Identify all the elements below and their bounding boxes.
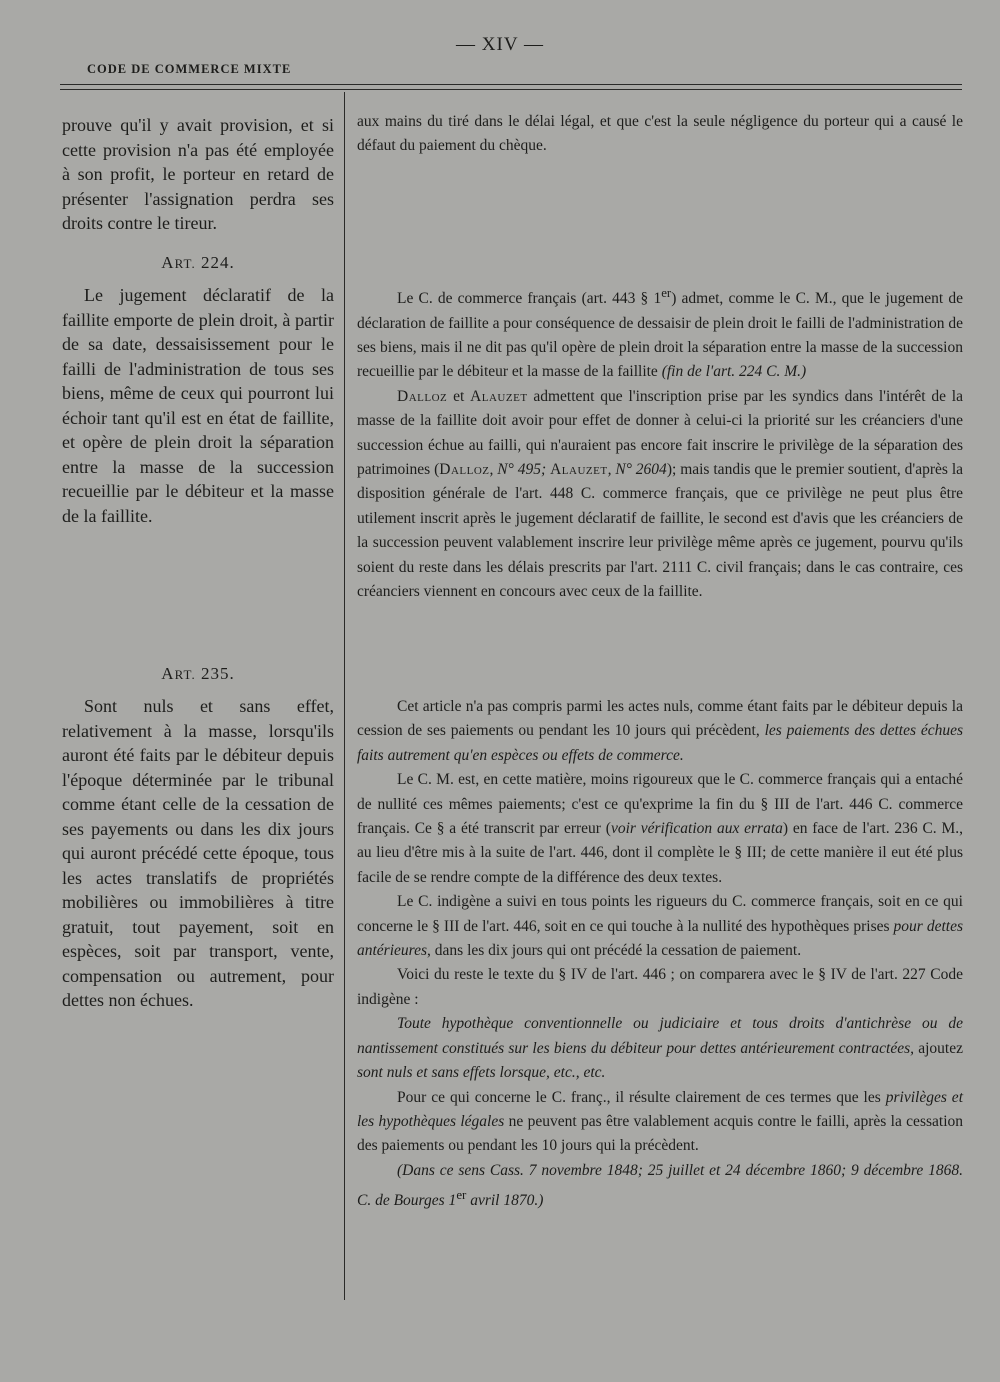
comment-224-p2-text-a: admettent que l'inscription prise par les syndics dans l'intérêt de la masse de la faillite doit avoir pour effet de donner à celui-ci la priorité sur les créanciers d'une succession échue au failli, qui n'auraient pas encore fait inscrire le privilège de la séparation des patrimoines ( <box>357 387 963 478</box>
comment-235-p5-mid: ajoutez <box>914 1039 963 1057</box>
column-divider <box>344 92 345 1300</box>
art-224-heading-prefix: A <box>161 253 175 272</box>
comment-235-p6-text-b: ne peuvent pas être valablement acquis contre le failli, après la cessation des paiements ou pendant les 10 jours qui la précèdent. <box>357 1112 963 1155</box>
comment-224-p1-text-b: ) admet, comme le C. M., que le jugement de déclaration de faillite a pour conséquence de dessaisir de plein droit le failli de l'administration de ses biens, mais il ne dit pas qu'il opère de plein droit la séparation entre la masse de la succession recueillie par le débiteur et la masse de la faillite <box>357 290 964 381</box>
art-224-heading <box>62 253 334 273</box>
author-alauzet: Alauzet <box>470 387 528 405</box>
ref-dalloz-number: , N° 495; <box>489 461 547 478</box>
comment-235-p2-text-a: Le C. M. est, en cette matière, moins rigoureux que le C. commerce français qui a entaché de nullité ces mêmes paiements; c'est ce qu'exprime la fin du § III de l'art. 446 C. commerce français. Ce § a été transcrit par erreur ( <box>357 771 963 838</box>
comment-235-paragraph-5 <box>357 1012 963 1085</box>
art-235-heading-caps: RT. <box>174 667 196 682</box>
comment-235-p2-text-b: ) en face de l'art. 236 C. M., au lieu d'être mis à la suite de l'art. 446, dont il complète le § III; de cette manière il eut été plus facile de se rendre compte de la différence des deux textes. <box>357 820 963 886</box>
comment-235-p7-italic-b: avril 1870.) <box>466 1192 544 1210</box>
art-224-text: Le jugement déclaratif de la faillite emporte de plein droit, à partir de sa date, dessaisissement pour le failli de l'administration de tous ses biens, même de ceux qui pourront lui échoir tant qu'il est en état de faillite, et opère de plein droit la séparation entre la masse de la succession recueillie par le débiteur et la masse de la faillite. <box>62 285 334 526</box>
comment-235-p5-italic-a: Toute hypothèque conventionnelle ou judiciaire et tous droits d'antichrèse ou de nantissement constitués sur les biens du débiteur pour dettes antérieurement contractées, <box>357 1015 963 1057</box>
art-224-block <box>62 283 334 528</box>
running-head: CODE DE COMMERCE MIXTE <box>87 62 292 76</box>
comment-235-p3-text-a: Le C. indigène a suivi en tous points les rigueurs du C. commerce français, soit en ce qui concerne le § III de l'art. 446, soit en ce qui touche à la nullité des hypothèques prises <box>357 893 963 935</box>
comment-235-paragraph-6 <box>357 1086 963 1159</box>
comment-224-p2-text-b: ); mais tandis que le premier soutient, d'après la disposition générale de l'art. 448 C. commerce français, que ce privilège ne peut plus être utilement inscrit après le jugement déclaratif de faillite, le second est d'avis que les créanciers de la succession peuvent valablement inscrire leur privilège même après ce jugement, pourvu qu'ils soient du reste dans les délais prescrits par l'art. 2111 C. civil français; dans le cas contraire, ces créanciers viennent en concours avec ceux de la faillite. <box>357 461 964 601</box>
comment-235-p5-italic-b: sont nuls et sans effets lorsque, etc., etc. <box>357 1064 606 1082</box>
author-dalloz: Dalloz <box>397 387 448 405</box>
art-235-heading-number: 235. <box>200 664 235 683</box>
comment-224-p1-text-a: Le C. de commerce français (art. 443 § 1 <box>397 290 662 308</box>
comment-235-paragraph-2 <box>357 768 963 890</box>
comment-235-p1-italic: les paiements des dettes échues faits autrement qu'en espèces ou effets de commerce. <box>357 722 963 764</box>
comment-235-p7-sup: er <box>456 1187 467 1203</box>
comment-235-paragraph-4: Voici du reste le texte du § IV de l'art. 446 ; on comparera avec le § IV de l'art. 227 Code indigène : <box>357 966 963 1008</box>
comment-224-paragraph-1 <box>357 281 963 385</box>
comment-235-paragraph-3 <box>357 890 963 963</box>
right-intro-block <box>357 110 963 159</box>
ref-alauzet-number: , N° 2604 <box>607 461 667 478</box>
comment-235-p3-text-b: , dans les dix jours qui ont précédé la cessation de paiement. <box>427 942 802 960</box>
art-235-text: Sont nuls et sans effet, relativement à la masse, lorsqu'ils auront été faits par le débiteur depuis l'époque déterminée par le tribunal comme étant celle de la cessation de ses payements ou dans les dix jours qui auront précédé cette époque, tous les actes translatifs de propriétés mobilières ou immobilières à titre gratuit, tout payement, soit en espèces, soit par transport, vente, compensation ou autrement, pour dettes non échues. <box>62 696 334 1010</box>
left-intro-block <box>62 113 334 236</box>
ref-dalloz-author: Dalloz <box>439 461 490 478</box>
right-intro-text: aux mains du tiré dans le délai légal, et que c'est la seule négligence du porteur qui a causé le défaut du paiement du chèque. <box>357 113 963 155</box>
comment-224-p1-italic: (fin de l'art. 224 C. M.) <box>661 363 807 381</box>
comment-224-p2-and: et <box>447 387 471 405</box>
left-intro-text: prouve qu'il y avait provision, et si cette provision n'a pas été employée à son profit, le porteur en retard de présenter l'assignation perdra ses droits contre le tireur. <box>62 115 334 233</box>
comment-224-block <box>357 281 963 604</box>
header-rule-top <box>60 84 962 85</box>
comment-235-paragraph-7 <box>357 1159 963 1214</box>
header-rule-bottom <box>60 89 962 90</box>
art-224-heading-number: 224. <box>200 253 235 272</box>
comment-235-paragraph-1 <box>357 695 963 768</box>
comment-235-p6-text-a: Pour ce qui concerne le C. franç., il résulte clairement de ces termes que les <box>397 1088 881 1106</box>
art-235-heading-prefix: A <box>161 664 175 683</box>
comment-224-paragraph-2 <box>357 385 963 605</box>
art-224-heading-caps: RT. <box>174 256 196 271</box>
page-number: — XIV — <box>456 34 544 55</box>
ref-alauzet-author: Alauzet <box>550 461 608 478</box>
art-235-heading <box>62 664 334 684</box>
comment-235-p1-text: Cet article n'a pas compris parmi les actes nuls, comme étant faits par le débiteur depuis la cession de ses paiements ou pendant les 10 jours qui précèdent, <box>357 698 963 740</box>
comment-235-p6-italic: privilèges et les hypothèques légales <box>357 1088 963 1130</box>
comment-224-p1-sup: er <box>661 285 672 300</box>
art-235-block <box>62 694 334 1013</box>
comment-235-p7-italic-a: (Dans ce sens Cass. 7 novembre 1848; 25 juillet et 24 décembre 1860; 9 décembre 1868. C. de Bourges 1 <box>357 1161 963 1210</box>
comment-235-p3-italic: pour dettes antérieures <box>357 917 964 960</box>
comment-235-block <box>357 695 963 1214</box>
comment-235-p2-italic: voir vérification aux errata <box>610 820 783 838</box>
